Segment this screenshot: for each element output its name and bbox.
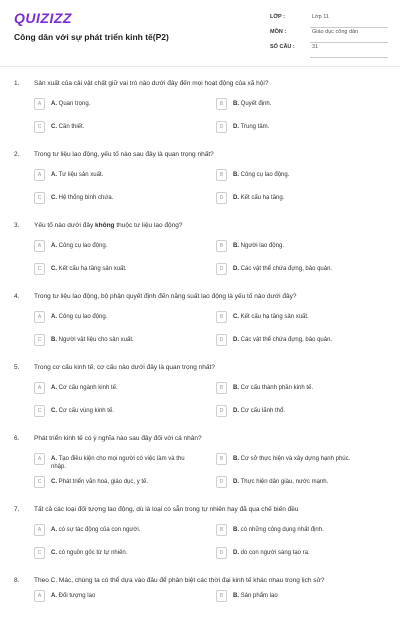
option-d[interactable] — [216, 334, 386, 348]
meta-value: Lớp 11 — [312, 14, 329, 20]
option-text: Trung tâm. — [240, 124, 270, 130]
option-text: Người lao động. — [240, 243, 284, 249]
option-text: Cơ cấu ngành kinh tế. — [58, 385, 118, 391]
option-checkbox[interactable]: C — [34, 121, 45, 133]
option-b[interactable] — [216, 382, 386, 396]
option-text: có sự tác động của con người. — [58, 527, 141, 533]
option-checkbox[interactable]: B — [216, 453, 227, 465]
question-number: 5. — [14, 364, 20, 371]
option-checkbox[interactable]: C — [34, 334, 45, 346]
option-letter: C. — [51, 408, 57, 414]
question-text: Trong tư liệu lao động, bộ phận quyết định đến năng suất lao động là yếu tố nào dưới đây? — [34, 293, 297, 300]
option-text: Quyết định. — [240, 101, 272, 107]
option-letter: B. — [233, 385, 239, 391]
option-b[interactable] — [216, 524, 386, 538]
option-letter: D. — [233, 550, 239, 556]
option-c[interactable] — [34, 334, 204, 348]
option-checkbox[interactable]: B — [216, 240, 227, 252]
question-number: 8. — [14, 577, 20, 584]
option-letter: D. — [233, 124, 239, 130]
option-text: có nguồn gốc từ tự nhiên. — [58, 550, 128, 556]
option-letter: C. — [51, 124, 57, 130]
option-letter: C. — [233, 314, 239, 320]
meta-underline — [310, 57, 388, 58]
option-text: Công cụ lao động. — [58, 243, 108, 249]
option-checkbox[interactable]: A — [34, 453, 45, 465]
question-text-part: Yếu tố nào dưới đây — [34, 222, 96, 229]
option-a[interactable] — [34, 240, 204, 254]
meta-class — [270, 12, 388, 28]
option-text: Sản phẩm lao — [240, 593, 278, 599]
question-list — [0, 76, 400, 644]
option-text: Kết cấu hạ tầng sản xuất. — [58, 266, 127, 272]
option-checkbox[interactable]: A — [34, 311, 45, 323]
option-a[interactable] — [34, 524, 204, 538]
option-letter: B. — [233, 101, 239, 107]
option-text: Cơ cấu vùng kinh tế. — [58, 408, 114, 414]
meta-value: Giáo dục công dân — [312, 29, 359, 35]
option-letter: A. — [51, 172, 57, 178]
option-b[interactable] — [216, 311, 386, 325]
option-letter: D. — [233, 337, 239, 343]
option-letter: A. — [51, 456, 57, 462]
option-text: Tư liệu sản xuất. — [58, 172, 104, 178]
option-text: Tạo điều kiện cho mọi người có việc làm và thu nhập. — [51, 456, 185, 470]
option-text: Quan trọng. — [58, 101, 91, 107]
option-checkbox[interactable]: B — [216, 590, 227, 602]
option-letter: A. — [51, 527, 57, 533]
option-a[interactable] — [34, 453, 204, 471]
question-text — [34, 222, 364, 229]
option-text: Các vật thể chứa đựng, bảo quản. — [240, 266, 333, 272]
question-3 — [0, 218, 400, 289]
option-b[interactable] — [216, 169, 386, 183]
option-text: Cơ sở thực hiện và xây dựng hạnh phúc. — [240, 456, 351, 462]
option-text: Hệ thống bình chứa. — [58, 195, 114, 201]
question-6 — [0, 431, 400, 502]
option-a[interactable] — [34, 98, 204, 112]
option-checkbox[interactable]: C — [34, 547, 45, 559]
meta-subject — [270, 27, 388, 43]
option-letter: B. — [233, 593, 239, 599]
option-checkbox[interactable]: B — [216, 524, 227, 536]
option-checkbox[interactable]: C — [34, 263, 45, 275]
question-text-part: thuộc tư liệu lao động? — [114, 222, 183, 229]
option-letter: C. — [51, 479, 57, 485]
option-letter: C. — [51, 550, 57, 556]
question-text: Trong tư liệu lao động, yếu tố nào sau đây là quan trọng nhất? — [34, 151, 214, 158]
option-checkbox[interactable]: A — [34, 240, 45, 252]
option-letter: A. — [51, 101, 57, 107]
option-checkbox[interactable]: A — [34, 524, 45, 536]
option-letter: A. — [51, 593, 57, 599]
question-text: Tất cả các loại đối tượng lao động, dù là loại có sẵn trong tự nhiên hay đã qua chế biến đều — [34, 506, 299, 513]
meta-label: LỚP : — [270, 14, 285, 20]
option-letter: D. — [233, 479, 239, 485]
option-text: Cần thiết. — [58, 124, 85, 130]
option-text: Đối tượng lao — [58, 593, 96, 599]
worksheet-header — [0, 0, 400, 66]
option-letter: D. — [233, 195, 239, 201]
option-checkbox[interactable]: C — [34, 476, 45, 488]
question-number: 7. — [14, 506, 20, 513]
option-letter: C. — [51, 266, 57, 272]
option-letter: D. — [233, 408, 239, 414]
option-d[interactable] — [216, 192, 386, 206]
option-text: Kết cấu hạ tầng sản xuất. — [240, 314, 309, 320]
option-b[interactable] — [216, 98, 386, 112]
question-number: 4. — [14, 293, 20, 300]
option-c[interactable] — [34, 121, 204, 135]
question-number: 3. — [14, 222, 20, 229]
option-text: có những công dụng nhất định. — [240, 527, 324, 533]
question-1 — [0, 76, 400, 147]
header-divider — [0, 66, 400, 67]
option-letter: B. — [233, 527, 239, 533]
worksheet-title: Công dân với sự phát triển kinh tế(P2) — [14, 32, 169, 42]
option-text: Công cụ lao động. — [240, 172, 290, 178]
option-letter: A. — [51, 314, 57, 320]
option-text: Kết cấu hạ tầng. — [240, 195, 285, 201]
option-checkbox[interactable]: B — [216, 311, 227, 323]
option-d[interactable] — [216, 263, 386, 277]
question-number: 1. — [14, 80, 20, 87]
option-checkbox[interactable]: C — [34, 405, 45, 417]
option-c[interactable] — [34, 547, 204, 561]
quizizz-logo: QUIZIZZ — [14, 10, 72, 26]
option-checkbox[interactable]: D — [216, 263, 227, 275]
meta-label: SỐ CÂU : — [270, 44, 295, 50]
option-a[interactable] — [34, 169, 204, 183]
option-b[interactable] — [216, 240, 386, 254]
question-number: 6. — [14, 435, 20, 442]
option-checkbox[interactable]: D — [216, 476, 227, 488]
option-d[interactable] — [216, 547, 386, 561]
option-letter: A. — [51, 385, 57, 391]
question-5 — [0, 360, 400, 431]
option-a[interactable] — [34, 311, 204, 325]
question-number: 2. — [14, 151, 20, 158]
option-checkbox[interactable]: D — [216, 192, 227, 204]
option-checkbox[interactable]: A — [34, 382, 45, 394]
option-c[interactable] — [34, 476, 204, 490]
option-d[interactable] — [216, 476, 386, 490]
option-a[interactable] — [34, 382, 204, 396]
option-text: Công cụ lao động. — [58, 314, 108, 320]
option-text: Người vật liệu cho sản xuất. — [58, 337, 134, 343]
option-checkbox[interactable]: A — [34, 169, 45, 181]
option-text: Cơ cấu lãnh thổ. — [240, 408, 285, 414]
option-letter: B. — [51, 337, 57, 343]
question-text: Trong cơ cấu kinh tế, cơ cấu nào dưới đây là quan trọng nhất? — [34, 364, 215, 371]
option-checkbox[interactable]: D — [216, 405, 227, 417]
option-b[interactable] — [216, 453, 386, 467]
option-letter: B. — [233, 243, 239, 249]
option-checkbox[interactable]: D — [216, 334, 227, 346]
option-d[interactable] — [216, 405, 386, 419]
option-text: Cơ cấu thành phần kinh tế. — [240, 385, 313, 391]
meta-value: 31 — [312, 44, 319, 50]
option-letter: D. — [233, 266, 239, 272]
option-checkbox[interactable]: B — [216, 169, 227, 181]
question-7 — [0, 502, 400, 573]
meta-question-count — [270, 42, 388, 58]
option-checkbox[interactable]: A — [34, 590, 45, 602]
option-d[interactable] — [216, 121, 386, 135]
question-2 — [0, 147, 400, 218]
option-b[interactable] — [216, 590, 386, 604]
option-letter: B. — [233, 456, 239, 462]
question-emphasis: không — [95, 222, 115, 229]
option-checkbox[interactable]: B — [216, 382, 227, 394]
option-text: Thực hiện dân giàu, nước mạnh. — [240, 479, 329, 485]
option-c[interactable] — [34, 405, 204, 419]
option-checkbox[interactable]: B — [216, 98, 227, 110]
meta-label: MÔN : — [270, 29, 287, 35]
option-c[interactable] — [34, 192, 204, 206]
option-text: Phát triển văn hoá, giáo dục, y tế. — [58, 479, 149, 485]
option-text: Các vật thể chứa đựng, bảo quản. — [240, 337, 333, 343]
option-checkbox[interactable]: C — [34, 192, 45, 204]
option-letter: C. — [51, 195, 57, 201]
option-letter: A. — [51, 243, 57, 249]
question-text: Theo C. Mác, chúng ta có thể dựa vào đâu để phân biệt các thời đại kinh tế khác nhau trong lịch sử? — [34, 577, 325, 584]
question-text: Phát triển kinh tế có ý nghĩa nào sau đây đối với cá nhân? — [34, 435, 202, 442]
option-a[interactable] — [34, 590, 204, 604]
option-checkbox[interactable]: A — [34, 98, 45, 110]
question-4 — [0, 289, 400, 360]
question-text: Sản xuất của cải vật chất giữ vai trò nào dưới đây đến mọi hoạt động của xã hội? — [34, 80, 269, 87]
option-checkbox[interactable]: D — [216, 121, 227, 133]
option-letter: B. — [233, 172, 239, 178]
option-c[interactable] — [34, 263, 204, 277]
option-text: do con người sáng tạo ra. — [240, 550, 310, 556]
option-checkbox[interactable]: D — [216, 547, 227, 559]
question-8 — [0, 573, 400, 644]
